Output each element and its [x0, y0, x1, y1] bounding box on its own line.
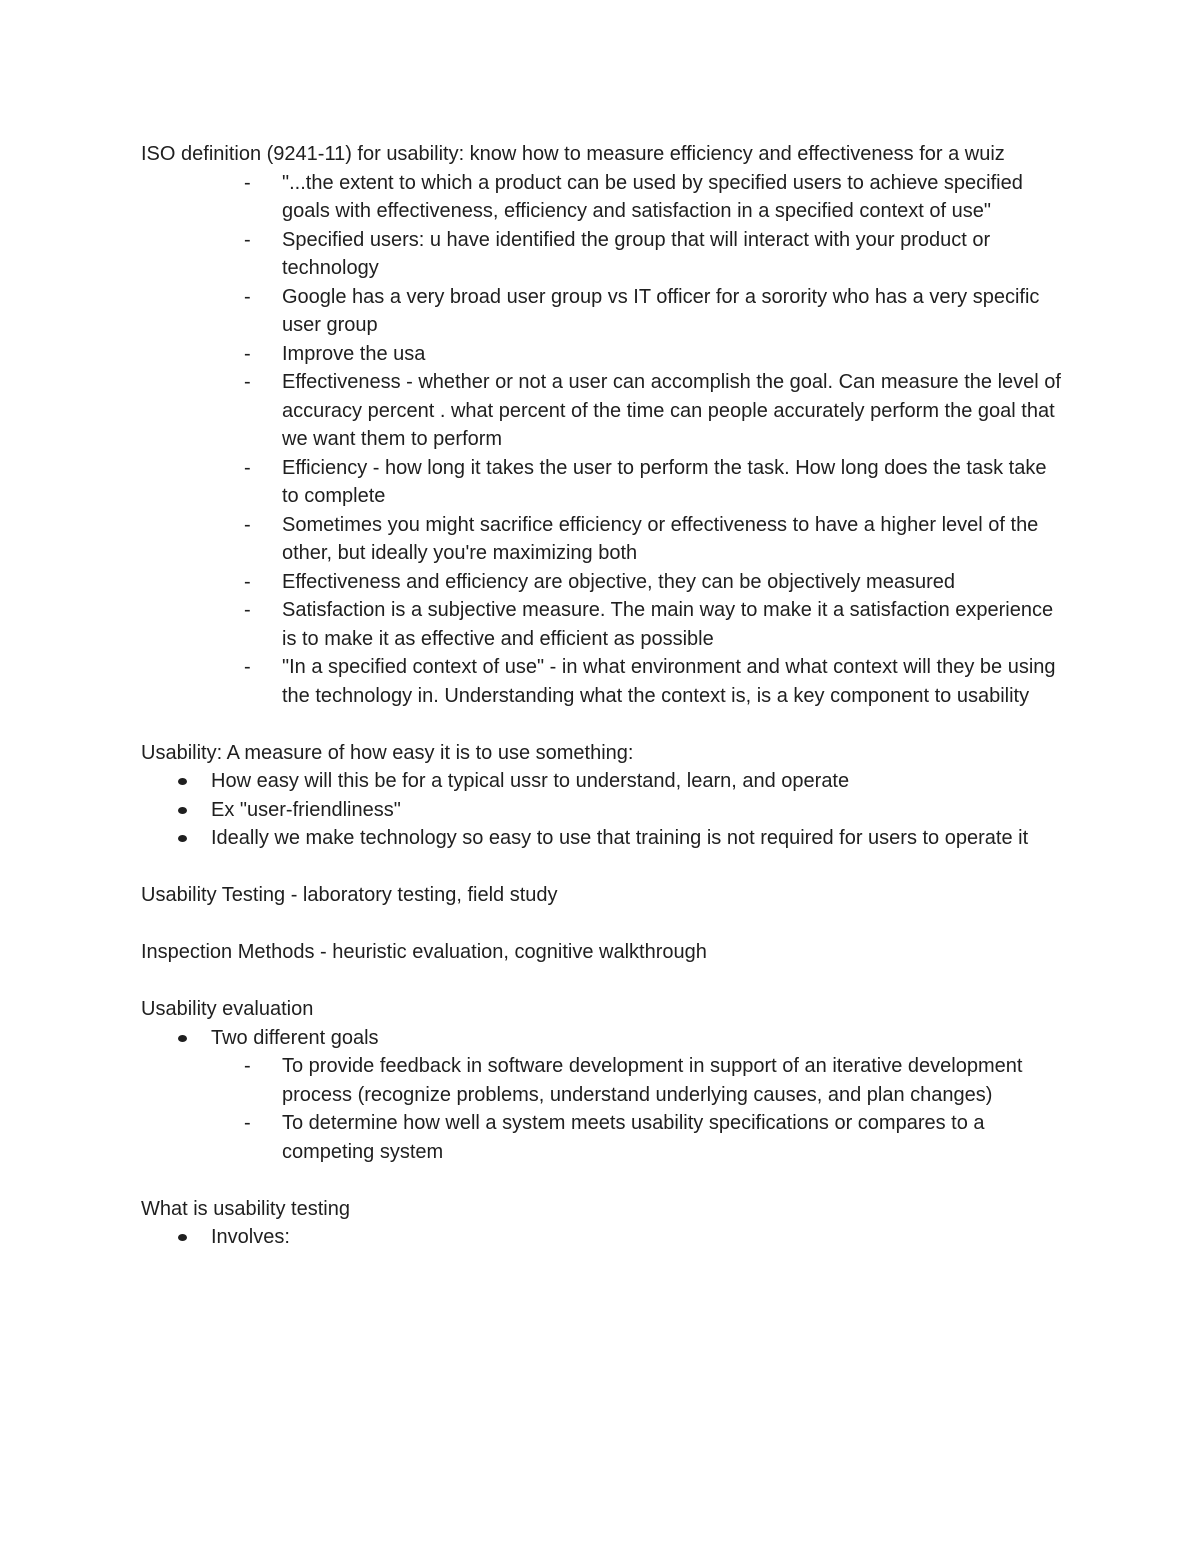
dash-marker: -	[244, 371, 251, 393]
list-item	[141, 340, 1061, 369]
blank-line	[141, 967, 1061, 996]
list-item	[141, 653, 1061, 710]
iso-definition-heading: ISO definition (9241-11) for usability: know how to measure efficiency and effectiveness for a wuiz	[141, 143, 1005, 165]
usability-list	[141, 767, 1061, 853]
list-item-text: Ideally we make technology so easy to use that training is not required for users to operate it	[211, 827, 1029, 849]
bullet-marker	[178, 1035, 187, 1042]
blank-line	[141, 853, 1061, 882]
list-item-text: Google has a very broad user group vs IT officer for a sorority who has a very specific user group	[282, 285, 1040, 336]
document-body	[141, 140, 1061, 1252]
list-item-text: To provide feedback in software development in support of an iterative development process (recognize problems, understand underlying causes, and plan changes)	[282, 1055, 1023, 1106]
list-item-text: Efficiency - how long it takes the user to perform the task. How long does the task take to complete	[282, 456, 1047, 507]
list-item	[211, 1109, 1061, 1166]
blank-line	[141, 910, 1061, 939]
list-item	[141, 368, 1061, 454]
dash-marker: -	[244, 513, 251, 536]
blank-line	[141, 1166, 1061, 1195]
usability-heading: Usability: A measure of how easy it is to use something:	[141, 741, 634, 764]
what-is-list	[141, 1223, 1061, 1252]
list-item-text: Improve the usa	[282, 342, 426, 365]
list-item-text: Satisfaction is a subjective measure. The main way to make it a satisfaction experience is to make it as effective and efficient as possible	[282, 599, 1054, 650]
list-item	[141, 511, 1061, 568]
usability-testing-heading: Usability Testing - laboratory testing, field study	[141, 884, 558, 906]
inspection-methods-heading: Inspection Methods - heuristic evaluation, cognitive walkthrough	[141, 941, 707, 963]
list-item	[141, 824, 1061, 853]
list-item	[141, 568, 1061, 597]
dash-marker: -	[244, 1055, 251, 1077]
list-item-text: How easy will this be for a typical ussr to understand, learn, and operate	[211, 770, 850, 792]
bullet-marker	[178, 807, 187, 814]
list-item	[141, 796, 1061, 825]
blank-line	[141, 710, 1061, 739]
dash-marker: -	[244, 570, 251, 593]
list-item	[141, 1024, 1061, 1167]
list-item-text: "In a specified context of use" - in what environment and what context will they be using the technology in. Understanding what the context is, is a key component to usability	[282, 656, 1056, 707]
list-item-text: Effectiveness - whether or not a user can accomplish the goal. Can measure the level of accuracy percent . what percent of the time can people accurately perform the goal that we want them to perform	[282, 371, 1061, 450]
list-item	[141, 454, 1061, 511]
list-item-text: Effectiveness and efficiency are objective, they can be objectively measured	[282, 570, 955, 593]
bullet-marker	[178, 778, 187, 785]
list-item-text: Two different goals	[211, 1026, 379, 1049]
dash-marker: -	[244, 171, 251, 194]
list-item	[141, 283, 1061, 340]
goals-sublist	[211, 1052, 1061, 1166]
dash-marker: -	[244, 285, 251, 308]
dash-marker: -	[244, 342, 251, 365]
list-item-text: Ex "user-friendliness"	[211, 798, 401, 821]
iso-definition-list	[141, 169, 1061, 711]
dash-marker: -	[244, 456, 251, 479]
list-item	[141, 226, 1061, 283]
dash-marker: -	[244, 599, 251, 621]
dash-marker: -	[244, 656, 251, 678]
bullet-marker	[178, 835, 187, 842]
list-item-text: Sometimes you might sacrifice efficiency or effectiveness to have a higher level of the other, but ideally you're maximizing both	[282, 513, 1039, 564]
list-item-text: To determine how well a system meets usability specifications or compares to a competing system	[282, 1112, 985, 1163]
list-item	[141, 596, 1061, 653]
list-item-text: "...the extent to which a product can be used by specified users to achieve specified goals with effectiveness, efficiency and satisfaction in a specified context of use"	[282, 171, 1023, 222]
dash-marker: -	[244, 1112, 251, 1134]
dash-marker: -	[244, 228, 251, 251]
list-item-text: Involves:	[211, 1226, 290, 1248]
list-item	[141, 1223, 1061, 1252]
list-item-text: Specified users: u have identified the group that will interact with your product or technology	[282, 228, 991, 279]
list-item	[211, 1052, 1061, 1109]
list-item	[141, 169, 1061, 226]
what-is-usability-testing-heading: What is usability testing	[141, 1197, 350, 1220]
bullet-marker	[178, 1234, 187, 1241]
list-item	[141, 767, 1061, 796]
usability-evaluation-heading: Usability evaluation	[141, 998, 314, 1020]
usability-evaluation-list	[141, 1024, 1061, 1167]
